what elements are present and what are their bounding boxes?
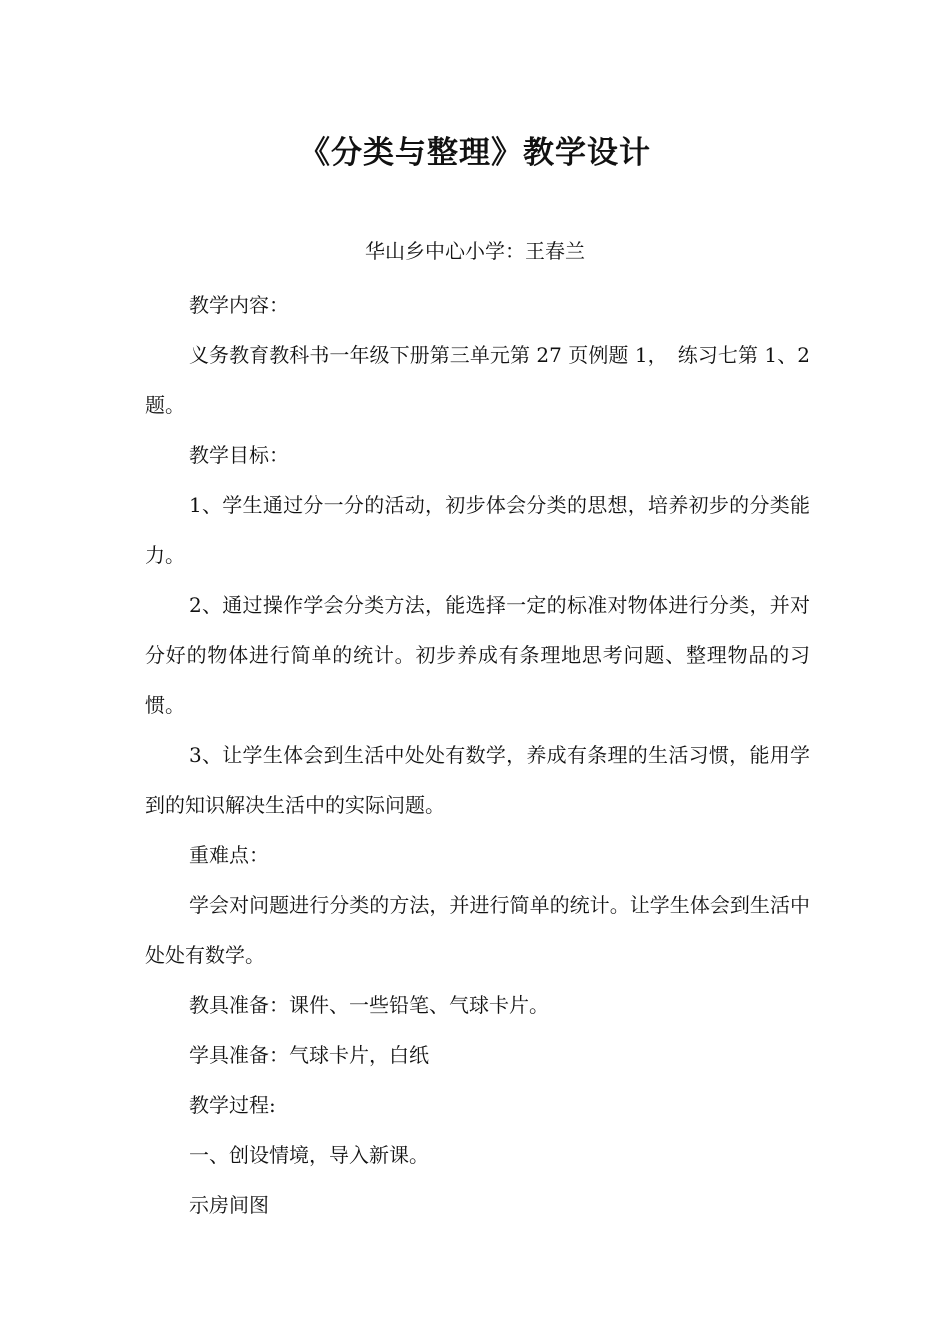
author-line: 华山乡中心小学：王春兰 xyxy=(365,239,585,263)
paragraph: 教学目标： xyxy=(189,443,289,467)
document-title: 《分类与整理》教学设计 xyxy=(299,135,651,171)
paragraph: 学会对问题进行分类的方法，并进行简单的统计。让学生体会到生活中处处有数学。 xyxy=(145,893,810,967)
paragraph: 教学内容： xyxy=(189,293,289,317)
paragraph: 重难点： xyxy=(189,843,269,867)
paragraph: 示房间图 xyxy=(189,1193,269,1217)
paragraph: 2、通过操作学会分类方法，能选择一定的标准对物体进行分类，并对分好的物体进行简单的统计。初步养成有条理地思考问题、整理物品的习惯。 xyxy=(145,593,810,717)
paragraph: 教学过程: xyxy=(189,1093,276,1117)
paragraph: 3、让学生体会到生活中处处有数学，养成有条理的生活习惯，能用学到的知识解决生活中的实际问题。 xyxy=(145,743,810,817)
paragraph: 义务教育教科书一年级下册第三单元第 27 页例题 1， 练习七第 1、2 题。 xyxy=(145,343,810,417)
paragraph: 1、学生通过分一分的活动，初步体会分类的思想，培养初步的分类能力。 xyxy=(145,493,810,567)
paragraph: 一、创设情境，导入新课。 xyxy=(189,1143,429,1167)
paragraph: 学具准备：气球卡片，白纸 xyxy=(189,1043,429,1067)
document-body xyxy=(145,280,810,1230)
paragraph: 教具准备：课件、一些铅笔、气球卡片。 xyxy=(189,993,549,1017)
